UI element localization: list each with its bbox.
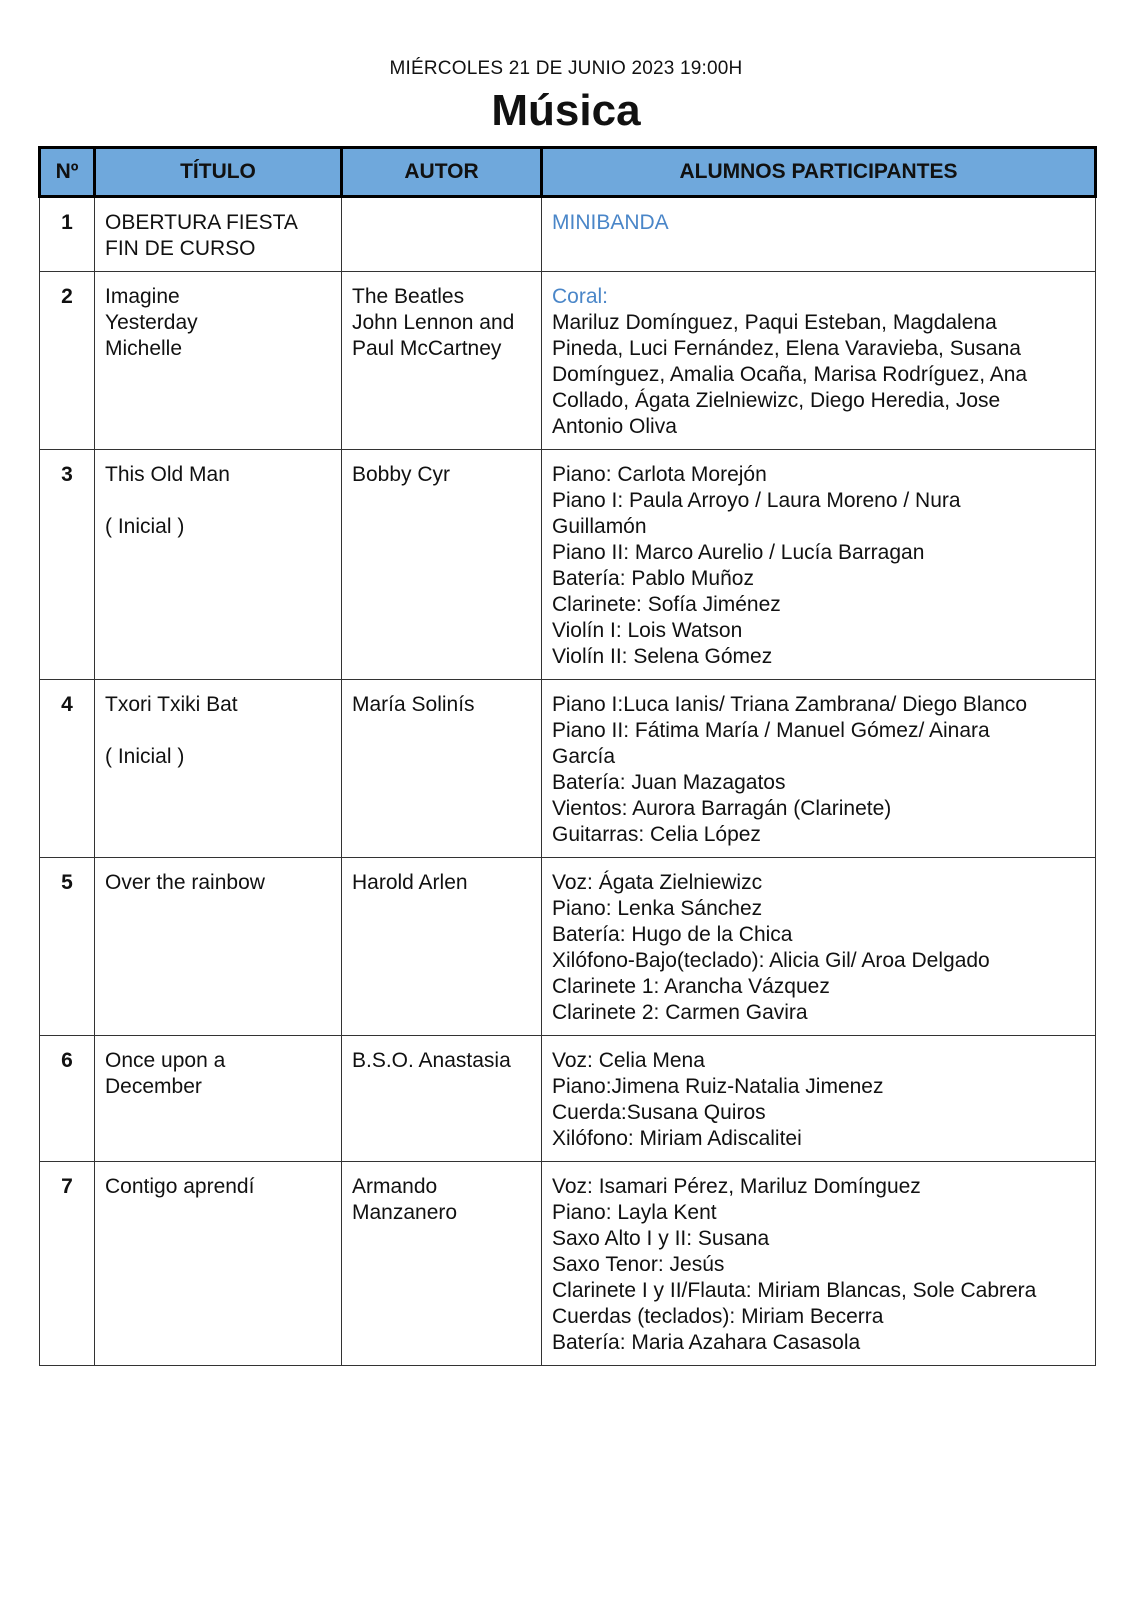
- author-cell: [342, 680, 542, 858]
- student-line: Xilófono: Miriam Adiscalitei: [552, 1127, 802, 1150]
- student-line: Violín II: Selena Gómez: [552, 645, 773, 668]
- student-line: Piano II: Marco Aurelio / Lucía Barragan: [552, 541, 925, 564]
- spacer-line: [105, 718, 331, 744]
- student-line: Clarinete I y II/Flauta: Miriam Blancas, Sole Cabrera: [552, 1279, 1037, 1302]
- student-line: Domínguez, Amalia Ocaña, Marisa Rodríguez, Ana: [552, 363, 1028, 386]
- student-line: Piano:Jimena Ruiz-Natalia Jimenez: [552, 1075, 884, 1098]
- row-number: 6: [40, 1036, 95, 1162]
- row-number: 4: [40, 680, 95, 858]
- song-title-line: Txori Txiki Bat: [105, 693, 238, 716]
- author-line: Manzanero: [352, 1201, 458, 1224]
- song-title-cell: [95, 450, 342, 680]
- student-line: García: [552, 745, 616, 768]
- student-line: Batería: Hugo de la Chica: [552, 923, 793, 946]
- song-title-line: Once upon a: [105, 1049, 226, 1072]
- author-line: B.S.O. Anastasia: [352, 1049, 511, 1072]
- song-title-line: Michelle: [105, 337, 183, 360]
- table-row: [40, 858, 1096, 1036]
- student-line: Collado, Ágata Zielniewizc, Diego Heredia, Jose: [552, 389, 1001, 412]
- student-line: Saxo Alto I y II: Susana: [552, 1227, 770, 1250]
- song-title-cell: [95, 1162, 342, 1366]
- song-title-line: Over the rainbow: [105, 871, 265, 894]
- song-title-line: FIN DE CURSO: [105, 237, 256, 260]
- students-cell: [542, 1162, 1096, 1366]
- author-line: Armando: [352, 1175, 438, 1198]
- row-number: 5: [40, 858, 95, 1036]
- student-line: Xilófono-Bajo(teclado): Alicia Gil/ Aroa Delgado: [552, 949, 990, 972]
- student-line: Piano II: Fátima María / Manuel Gómez/ Ainara: [552, 719, 990, 742]
- students-cell: [542, 450, 1096, 680]
- student-line: Saxo Tenor: Jesús: [552, 1253, 725, 1276]
- students-cell: [542, 272, 1096, 450]
- spacer-line: [105, 488, 331, 514]
- column-header-number: Nº: [40, 148, 95, 197]
- student-line: Piano: Carlota Morejón: [552, 463, 767, 486]
- song-title-line: Contigo aprendí: [105, 1175, 255, 1198]
- student-line: Piano: Layla Kent: [552, 1201, 717, 1224]
- author-cell: [342, 272, 542, 450]
- author-cell: [342, 197, 542, 272]
- row-number: 1: [40, 197, 95, 272]
- student-line: Piano I:Luca Ianis/ Triana Zambrana/ Diego Blanco: [552, 693, 1028, 716]
- author-cell: [342, 1162, 542, 1366]
- table-row: [40, 450, 1096, 680]
- students-cell: [542, 858, 1096, 1036]
- song-title-line: ( Inicial ): [105, 745, 185, 768]
- row-number: 2: [40, 272, 95, 450]
- student-line: Piano: Lenka Sánchez: [552, 897, 763, 920]
- table-row: [40, 1162, 1096, 1366]
- student-line: Clarinete 1: Arancha Vázquez: [552, 975, 830, 998]
- table-row: [40, 680, 1096, 858]
- student-line: Antonio Oliva: [552, 415, 677, 438]
- student-line: Piano I: Paula Arroyo / Laura Moreno / Nura: [552, 489, 961, 512]
- row-number: 3: [40, 450, 95, 680]
- student-line: Pineda, Luci Fernández, Elena Varavieba, Susana: [552, 337, 1021, 360]
- students-cell: [542, 680, 1096, 858]
- student-line: Voz: Isamari Pérez, Mariluz Domínguez: [552, 1175, 921, 1198]
- column-header-title: TÍTULO: [95, 148, 342, 197]
- student-line: Clarinete 2: Carmen Gavira: [552, 1001, 808, 1024]
- student-line: Cuerdas (teclados): Miriam Becerra: [552, 1305, 884, 1328]
- student-line: Cuerda:Susana Quiros: [552, 1101, 766, 1124]
- group-heading: Coral:: [552, 285, 609, 308]
- event-date: MIÉRCOLES 21 DE JUNIO 2023 19:00H: [389, 58, 743, 79]
- author-cell: [342, 858, 542, 1036]
- table-row: [40, 272, 1096, 450]
- song-title-line: This Old Man: [105, 463, 230, 486]
- row-number: 7: [40, 1162, 95, 1366]
- song-title-line: Imagine: [105, 285, 180, 308]
- program-table-body: [40, 197, 1096, 1366]
- program-table: [38, 146, 1097, 1366]
- table-row: [40, 197, 1096, 272]
- song-title-cell: [95, 858, 342, 1036]
- column-header-students: ALUMNOS PARTICIPANTES: [542, 148, 1096, 197]
- author-line: Paul McCartney: [352, 337, 502, 360]
- song-title-cell: [95, 1036, 342, 1162]
- author-line: Bobby Cyr: [352, 463, 451, 486]
- song-title-cell: [95, 680, 342, 858]
- author-line: John Lennon and: [352, 311, 515, 334]
- student-line: Mariluz Domínguez, Paqui Esteban, Magdalena: [552, 311, 997, 334]
- students-cell: [542, 1036, 1096, 1162]
- author-line: The Beatles: [352, 285, 465, 308]
- page-title: Música: [491, 86, 641, 135]
- student-line: Violín I: Lois Watson: [552, 619, 743, 642]
- song-title-cell: [95, 272, 342, 450]
- song-title-line: December: [105, 1075, 202, 1098]
- author-cell: [342, 1036, 542, 1162]
- student-line: Guillamón: [552, 515, 647, 538]
- student-line: Batería: Juan Mazagatos: [552, 771, 786, 794]
- song-title-line: OBERTURA FIESTA: [105, 211, 298, 234]
- student-line: Batería: Pablo Muñoz: [552, 567, 754, 590]
- column-header-author: AUTOR: [342, 148, 542, 197]
- table-header-row: [40, 148, 1096, 197]
- author-line: Harold Arlen: [352, 871, 468, 894]
- song-title-line: ( Inicial ): [105, 515, 185, 538]
- student-line: Voz: Celia Mena: [552, 1049, 705, 1072]
- song-title-cell: [95, 197, 342, 272]
- table-row: [40, 1036, 1096, 1162]
- student-line: Batería: Maria Azahara Casasola: [552, 1331, 861, 1354]
- student-line: Clarinete: Sofía Jiménez: [552, 593, 781, 616]
- song-title-line: Yesterday: [105, 311, 198, 334]
- student-line: Voz: Ágata Zielniewizc: [552, 871, 763, 894]
- group-heading: MINIBANDA: [552, 211, 669, 234]
- author-cell: [342, 450, 542, 680]
- student-line: Vientos: Aurora Barragán (Clarinete): [552, 797, 892, 820]
- student-line: Guitarras: Celia López: [552, 823, 761, 846]
- students-cell: [542, 197, 1096, 272]
- author-line: María Solinís: [352, 693, 475, 716]
